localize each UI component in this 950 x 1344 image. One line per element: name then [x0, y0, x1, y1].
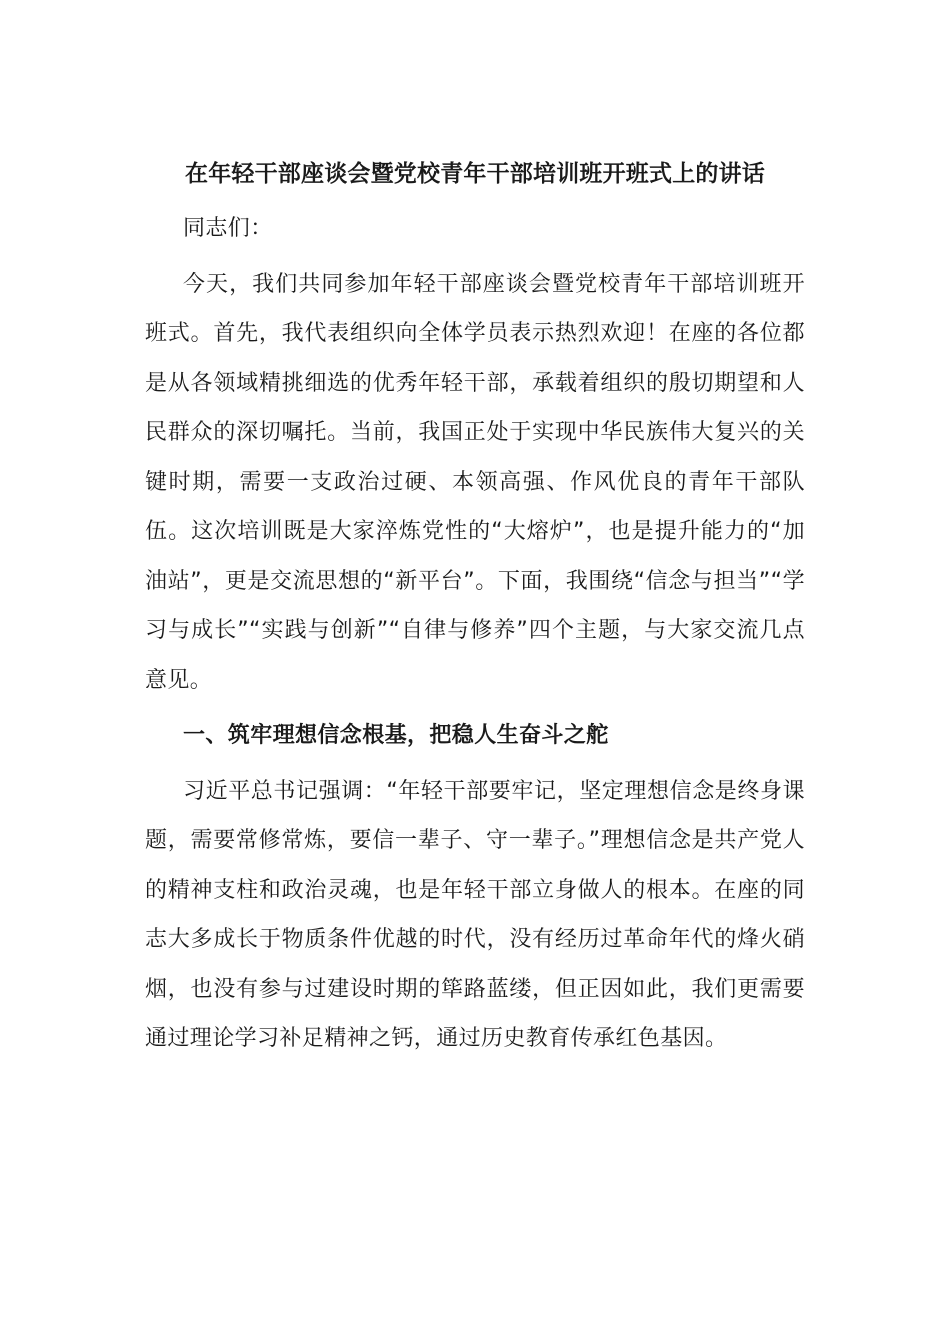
section-paragraph: 习近平总书记强调：“年轻干部要牢记，坚定理想信念是终身课题，需要常修常炼，要信一辈子、守一辈子。”理想信念是共产党人的精神支柱和政治灵魂，也是年轻干部立身做人的根本。在座的同志大多成长于物质条件优越的时代，没有经历过革命年代的烽火硝烟，也没有参与过建设时期的筚路蓝缕，但正因如此，我们更需要通过理论学习补足精神之钙，通过历史教育传承红色基因。	[145, 778, 805, 1051]
salutation: 同志们：	[183, 216, 273, 241]
document-body	[145, 150, 805, 1070]
document-title: 在年轻干部座谈会暨党校青年干部培训班开班式上的讲话	[185, 161, 765, 187]
section-heading: 一、筑牢理想信念根基，把稳人生奋斗之舵	[183, 723, 609, 748]
intro-paragraph: 今天，我们共同参加年轻干部座谈会暨党校青年干部培训班开班式。首先，我代表组织向全体学员表示热烈欢迎！在座的各位都是从各领域精挑细选的优秀年轻干部，承载着组织的殷切期望和人民群众的深切嘱托。当前，我国正处于实现中华民族伟大复兴的关键时期，需要一支政治过硬、本领高强、作风优良的青年干部队伍。这次培训既是大家淬炼党性的“大熔炉”，也是提升能力的“加油站”，更是交流思想的“新平台”。下面，我围绕“信念与担当”“学习与成长”“实践与创新”“自律与修养”四个主题，与大家交流几点意见。	[145, 271, 805, 693]
